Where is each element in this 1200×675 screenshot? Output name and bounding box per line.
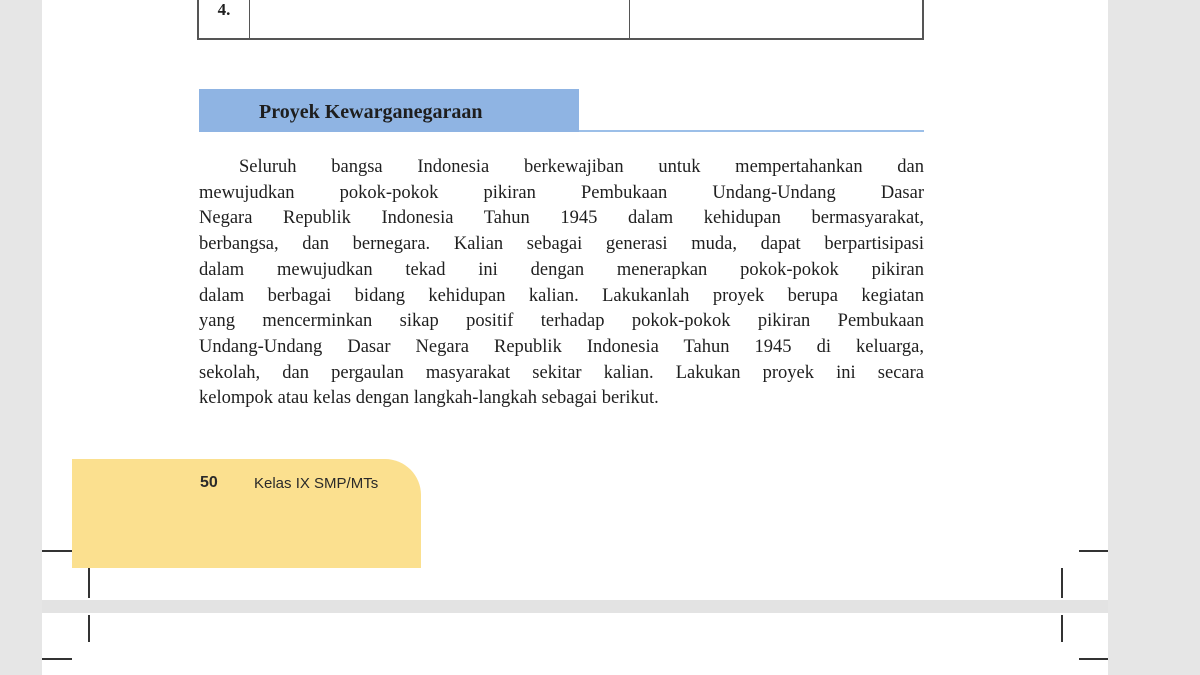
crop-mark bbox=[42, 658, 72, 660]
section-heading-underline bbox=[579, 130, 924, 132]
section-paragraph bbox=[199, 155, 924, 412]
page-separator bbox=[42, 600, 1108, 613]
paragraph-line: berbangsa, dan bernegara. Kalian sebagai generasi muda, dapat berpartisipasi bbox=[199, 234, 924, 255]
paragraph-line: sekolah, dan pergaulan masyarakat sekitar kalian. Lakukan proyek ini secara bbox=[199, 362, 924, 383]
page-number: 50 bbox=[200, 474, 218, 491]
crop-mark bbox=[1061, 615, 1063, 642]
table-row-number: 4. bbox=[217, 0, 231, 19]
section-heading: Proyek Kewarganegaraan bbox=[259, 101, 483, 123]
paragraph-line: Negara Republik Indonesia Tahun 1945 dalam kehidupan bermasyarakat, bbox=[199, 208, 924, 229]
footer-class-label: Kelas IX SMP/MTs bbox=[254, 475, 379, 492]
crop-mark bbox=[42, 550, 72, 552]
paragraph-line: kelompok atau kelas dengan langkah-langkah sebagai berikut. bbox=[199, 388, 659, 409]
crop-mark bbox=[88, 568, 90, 598]
paragraph-line: yang mencerminkan sikap positif terhadap pokok-pokok pikiran Pembukaan bbox=[199, 311, 924, 332]
paragraph-line: dalam mewujudkan tekad ini dengan menerapkan pokok-pokok pikiran bbox=[199, 259, 924, 280]
next-page-sheet bbox=[42, 613, 1108, 675]
paragraph-line: Undang-Undang Dasar Negara Republik Indonesia Tahun 1945 di keluarga, bbox=[199, 336, 924, 357]
paragraph-line: Seluruh bangsa Indonesia berkewajiban untuk mempertahankan dan bbox=[239, 157, 924, 177]
table-column-divider bbox=[249, 0, 250, 38]
crop-mark bbox=[1061, 568, 1063, 598]
crop-mark bbox=[1079, 550, 1108, 552]
paragraph-line: mewujudkan pokok-pokok pikiran Pembukaan Undang-Undang Dasar bbox=[199, 182, 924, 203]
crop-mark bbox=[88, 615, 90, 642]
crop-mark bbox=[1079, 658, 1108, 660]
paragraph-line: dalam berbagai bidang kehidupan kalian. Lakukanlah proyek berupa kegiatan bbox=[199, 285, 924, 306]
table-column-divider bbox=[629, 0, 630, 38]
table-fragment bbox=[197, 0, 924, 40]
